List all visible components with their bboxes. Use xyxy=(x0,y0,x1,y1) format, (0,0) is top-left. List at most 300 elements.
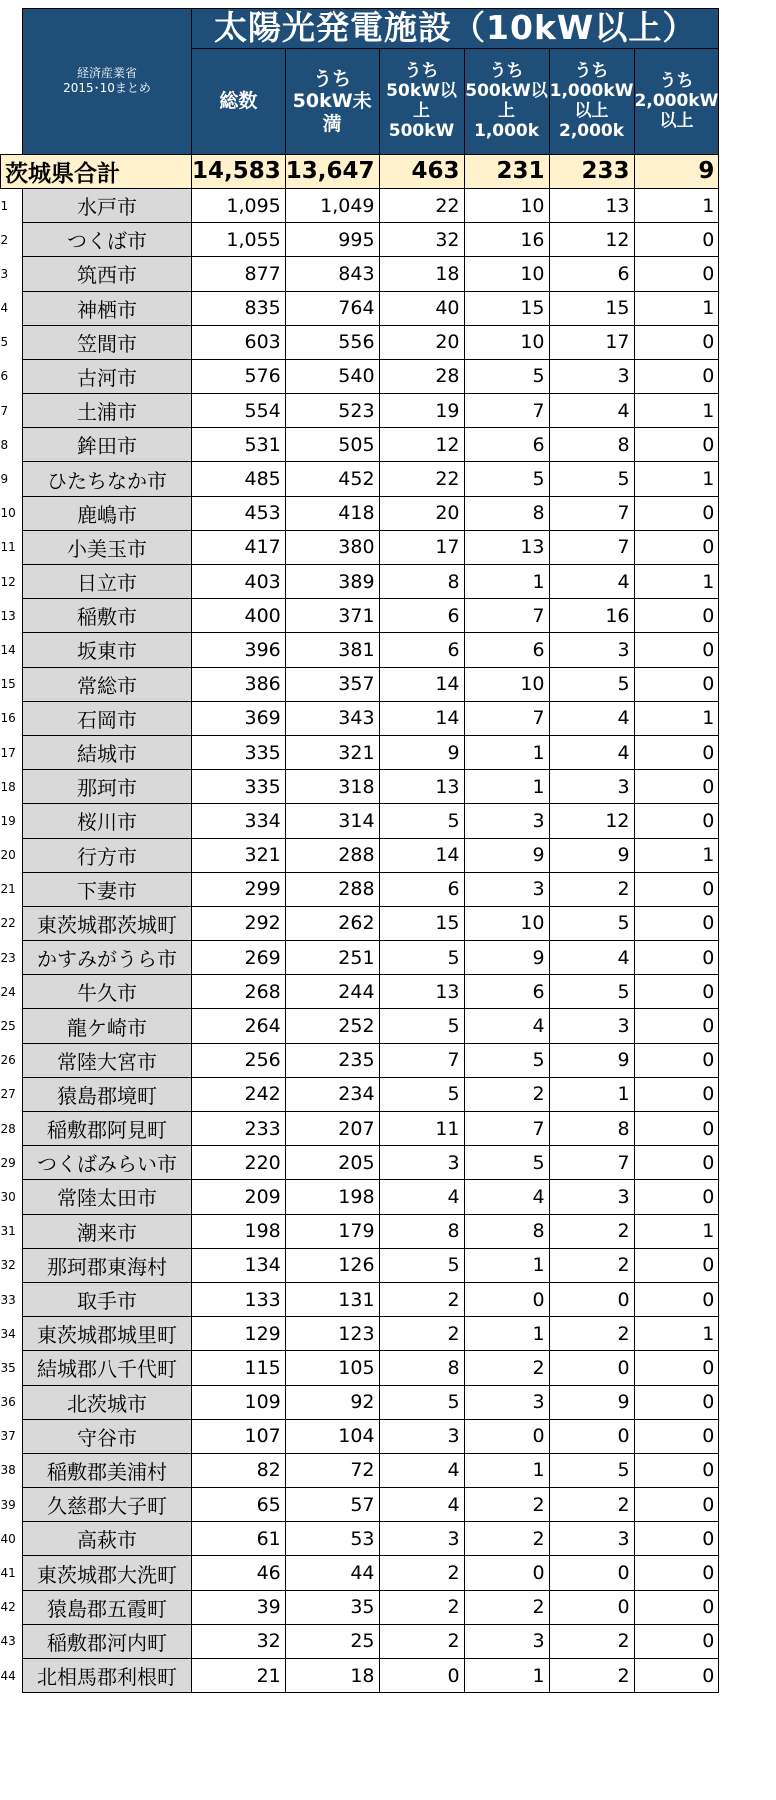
cell-value: 14 xyxy=(379,667,464,701)
total-value: 463 xyxy=(379,154,464,188)
cell-value: 8 xyxy=(464,1214,549,1248)
cell-value: 995 xyxy=(285,223,379,257)
municipality-name: 猿島郡五霞町 xyxy=(23,1590,192,1624)
cell-value: 1 xyxy=(634,188,719,222)
row-number: 23 xyxy=(1,941,23,975)
row-number: 9 xyxy=(1,462,23,496)
cell-value: 39 xyxy=(192,1590,286,1624)
cell-value: 2 xyxy=(379,1282,464,1316)
cell-value: 9 xyxy=(379,735,464,769)
cell-value: 0 xyxy=(634,941,719,975)
total-row xyxy=(1,154,719,188)
cell-value: 32 xyxy=(192,1624,286,1658)
table-row xyxy=(1,838,719,872)
cell-value: 0 xyxy=(549,1590,634,1624)
table-row xyxy=(1,565,719,599)
cell-value: 2 xyxy=(379,1590,464,1624)
cell-value: 2 xyxy=(464,1077,549,1111)
table-row xyxy=(1,1419,719,1453)
cell-value: 381 xyxy=(285,633,379,667)
cell-value: 0 xyxy=(634,1453,719,1487)
municipality-name: 牛久市 xyxy=(23,975,192,1009)
table-row xyxy=(1,1077,719,1111)
cell-value: 1 xyxy=(464,565,549,599)
cell-value: 5 xyxy=(549,667,634,701)
cell-value: 0 xyxy=(634,599,719,633)
table-row xyxy=(1,1453,719,1487)
cell-value: 1 xyxy=(634,838,719,872)
cell-value: 0 xyxy=(634,530,719,564)
cell-value: 8 xyxy=(379,1214,464,1248)
cell-value: 2 xyxy=(379,1317,464,1351)
cell-value: 61 xyxy=(192,1522,286,1556)
cell-value: 0 xyxy=(634,223,719,257)
cell-value: 252 xyxy=(285,1009,379,1043)
cell-value: 1 xyxy=(464,1659,549,1693)
cell-value: 4 xyxy=(379,1180,464,1214)
cell-value: 0 xyxy=(634,804,719,838)
table-row xyxy=(1,1590,719,1624)
row-number: 44 xyxy=(1,1659,23,1693)
cell-value: 0 xyxy=(634,1624,719,1658)
row-number: 42 xyxy=(1,1590,23,1624)
cell-value: 11 xyxy=(379,1112,464,1146)
cell-value: 65 xyxy=(192,1488,286,1522)
cell-value: 505 xyxy=(285,428,379,462)
table-row xyxy=(1,359,719,393)
cell-value: 0 xyxy=(634,906,719,940)
cell-value: 0 xyxy=(634,1112,719,1146)
table-row xyxy=(1,1282,719,1316)
cell-value: 321 xyxy=(285,735,379,769)
table-row xyxy=(1,1522,719,1556)
cell-value: 6 xyxy=(379,599,464,633)
cell-value: 2 xyxy=(464,1351,549,1385)
table-row xyxy=(1,975,719,1009)
cell-value: 5 xyxy=(379,1385,464,1419)
table-row xyxy=(1,1351,719,1385)
cell-value: 0 xyxy=(464,1282,549,1316)
cell-value: 292 xyxy=(192,906,286,940)
cell-value: 28 xyxy=(379,359,464,393)
row-number: 19 xyxy=(1,804,23,838)
cell-value: 4 xyxy=(464,1009,549,1043)
cell-value: 198 xyxy=(285,1180,379,1214)
table-row xyxy=(1,1009,719,1043)
municipality-name: つくば市 xyxy=(23,223,192,257)
cell-value: 0 xyxy=(634,1180,719,1214)
cell-value: 357 xyxy=(285,667,379,701)
cell-value: 3 xyxy=(464,804,549,838)
cell-value: 123 xyxy=(285,1317,379,1351)
row-number: 29 xyxy=(1,1146,23,1180)
cell-value: 5 xyxy=(464,462,549,496)
table-row xyxy=(1,1146,719,1180)
municipality-name: 稲敷市 xyxy=(23,599,192,633)
cell-value: 877 xyxy=(192,257,286,291)
table-row xyxy=(1,804,719,838)
column-header-4: うち 500kW以上 1,000k xyxy=(464,48,549,154)
table-row xyxy=(1,325,719,359)
table-row xyxy=(1,1043,719,1077)
row-number: 22 xyxy=(1,906,23,940)
cell-value: 251 xyxy=(285,941,379,975)
cell-value: 6 xyxy=(464,633,549,667)
row-number: 2 xyxy=(1,223,23,257)
cell-value: 417 xyxy=(192,530,286,564)
cell-value: 15 xyxy=(549,291,634,325)
cell-value: 20 xyxy=(379,325,464,359)
cell-value: 0 xyxy=(634,1282,719,1316)
cell-value: 0 xyxy=(634,257,719,291)
cell-value: 15 xyxy=(464,291,549,325)
municipality-name: 稲敷郡美浦村 xyxy=(23,1453,192,1487)
cell-value: 5 xyxy=(379,941,464,975)
cell-value: 369 xyxy=(192,701,286,735)
cell-value: 18 xyxy=(285,1659,379,1693)
cell-value: 16 xyxy=(549,599,634,633)
table-row xyxy=(1,530,719,564)
cell-value: 1 xyxy=(634,1317,719,1351)
cell-value: 1 xyxy=(464,1317,549,1351)
cell-value: 396 xyxy=(192,633,286,667)
cell-value: 0 xyxy=(634,1043,719,1077)
column-header-2: うち 50kW未満 xyxy=(285,48,379,154)
cell-value: 2 xyxy=(379,1624,464,1658)
cell-value: 3 xyxy=(379,1146,464,1180)
cell-value: 334 xyxy=(192,804,286,838)
cell-value: 17 xyxy=(379,530,464,564)
cell-value: 0 xyxy=(634,1009,719,1043)
cell-value: 16 xyxy=(464,223,549,257)
row-number: 33 xyxy=(1,1282,23,1316)
cell-value: 13 xyxy=(464,530,549,564)
total-label: 茨城県合計 xyxy=(1,154,192,188)
cell-value: 0 xyxy=(634,1248,719,1282)
municipality-name: 高萩市 xyxy=(23,1522,192,1556)
municipality-name: 東茨城郡茨城町 xyxy=(23,906,192,940)
cell-value: 8 xyxy=(464,496,549,530)
cell-value: 1 xyxy=(634,1214,719,1248)
column-header-6: うち 2,000kW以上 xyxy=(634,48,719,154)
cell-value: 20 xyxy=(379,496,464,530)
cell-value: 126 xyxy=(285,1248,379,1282)
municipality-name: 神栖市 xyxy=(23,291,192,325)
source-note-text: 経済産業省 2015･10まとめ xyxy=(63,65,151,96)
cell-value: 10 xyxy=(464,188,549,222)
cell-value: 234 xyxy=(285,1077,379,1111)
cell-value: 72 xyxy=(285,1453,379,1487)
cell-value: 3 xyxy=(549,770,634,804)
table-row xyxy=(1,667,719,701)
cell-value: 1 xyxy=(634,701,719,735)
cell-value: 5 xyxy=(464,1043,549,1077)
cell-value: 1 xyxy=(634,291,719,325)
cell-value: 0 xyxy=(464,1419,549,1453)
cell-value: 0 xyxy=(549,1282,634,1316)
row-number: 26 xyxy=(1,1043,23,1077)
cell-value: 0 xyxy=(634,975,719,1009)
cell-value: 8 xyxy=(549,1112,634,1146)
municipality-name: 日立市 xyxy=(23,565,192,599)
table-row xyxy=(1,1180,719,1214)
cell-value: 244 xyxy=(285,975,379,1009)
cell-value: 4 xyxy=(379,1488,464,1522)
cell-value: 5 xyxy=(379,804,464,838)
cell-value: 1,095 xyxy=(192,188,286,222)
municipality-name: 結城市 xyxy=(23,735,192,769)
cell-value: 14 xyxy=(379,838,464,872)
municipality-name: 北相馬郡利根町 xyxy=(23,1659,192,1693)
cell-value: 12 xyxy=(549,223,634,257)
cell-value: 389 xyxy=(285,565,379,599)
row-number: 28 xyxy=(1,1112,23,1146)
table-row xyxy=(1,1317,719,1351)
cell-value: 453 xyxy=(192,496,286,530)
cell-value: 13 xyxy=(379,770,464,804)
title-row xyxy=(1,9,719,49)
row-number: 10 xyxy=(1,496,23,530)
table-row xyxy=(1,770,719,804)
cell-value: 12 xyxy=(549,804,634,838)
cell-value: 2 xyxy=(549,1488,634,1522)
row-number: 4 xyxy=(1,291,23,325)
cell-value: 205 xyxy=(285,1146,379,1180)
cell-value: 0 xyxy=(634,1351,719,1385)
cell-value: 256 xyxy=(192,1043,286,1077)
table-row xyxy=(1,223,719,257)
table-body xyxy=(1,9,719,1693)
cell-value: 4 xyxy=(464,1180,549,1214)
corner-cell xyxy=(1,9,23,155)
cell-value: 5 xyxy=(379,1009,464,1043)
table-row xyxy=(1,1624,719,1658)
total-value: 13,647 xyxy=(285,154,379,188)
cell-value: 15 xyxy=(379,906,464,940)
municipality-name: 北茨城市 xyxy=(23,1385,192,1419)
total-value: 233 xyxy=(549,154,634,188)
cell-value: 5 xyxy=(379,1077,464,1111)
cell-value: 40 xyxy=(379,291,464,325)
table-row xyxy=(1,1248,719,1282)
source-note xyxy=(23,9,192,155)
cell-value: 179 xyxy=(285,1214,379,1248)
municipality-name: 石岡市 xyxy=(23,701,192,735)
municipality-name: 龍ケ崎市 xyxy=(23,1009,192,1043)
cell-value: 0 xyxy=(634,872,719,906)
table-row xyxy=(1,1659,719,1693)
cell-value: 134 xyxy=(192,1248,286,1282)
cell-value: 12 xyxy=(379,428,464,462)
cell-value: 3 xyxy=(379,1522,464,1556)
row-number: 8 xyxy=(1,428,23,462)
cell-value: 46 xyxy=(192,1556,286,1590)
cell-value: 133 xyxy=(192,1282,286,1316)
row-number: 3 xyxy=(1,257,23,291)
cell-value: 7 xyxy=(464,394,549,428)
cell-value: 1 xyxy=(464,770,549,804)
cell-value: 1,049 xyxy=(285,188,379,222)
table-row xyxy=(1,462,719,496)
cell-value: 1 xyxy=(464,1248,549,1282)
cell-value: 7 xyxy=(464,701,549,735)
table-row xyxy=(1,291,719,325)
column-header-5: うち 1,000kW以上 2,000k xyxy=(549,48,634,154)
cell-value: 25 xyxy=(285,1624,379,1658)
table-row xyxy=(1,1112,719,1146)
municipality-name: 守谷市 xyxy=(23,1419,192,1453)
cell-value: 5 xyxy=(464,1146,549,1180)
table-row xyxy=(1,1214,719,1248)
row-number: 38 xyxy=(1,1453,23,1487)
cell-value: 0 xyxy=(549,1351,634,1385)
cell-value: 452 xyxy=(285,462,379,496)
cell-value: 343 xyxy=(285,701,379,735)
cell-value: 0 xyxy=(634,1077,719,1111)
cell-value: 0 xyxy=(634,770,719,804)
table-row xyxy=(1,599,719,633)
cell-value: 9 xyxy=(549,1043,634,1077)
cell-value: 0 xyxy=(634,1556,719,1590)
municipality-name: 常陸太田市 xyxy=(23,1180,192,1214)
municipality-name: 那珂郡東海村 xyxy=(23,1248,192,1282)
cell-value: 0 xyxy=(634,1488,719,1522)
cell-value: 3 xyxy=(379,1419,464,1453)
cell-value: 242 xyxy=(192,1077,286,1111)
cell-value: 3 xyxy=(549,359,634,393)
cell-value: 314 xyxy=(285,804,379,838)
cell-value: 207 xyxy=(285,1112,379,1146)
municipality-name: 稲敷郡河内町 xyxy=(23,1624,192,1658)
cell-value: 10 xyxy=(464,906,549,940)
municipality-name: 東茨城郡大洗町 xyxy=(23,1556,192,1590)
table-row xyxy=(1,394,719,428)
cell-value: 19 xyxy=(379,394,464,428)
municipality-name: 常陸大宮市 xyxy=(23,1043,192,1077)
row-number: 34 xyxy=(1,1317,23,1351)
cell-value: 2 xyxy=(464,1488,549,1522)
cell-value: 131 xyxy=(285,1282,379,1316)
table-row xyxy=(1,1556,719,1590)
row-number: 35 xyxy=(1,1351,23,1385)
cell-value: 3 xyxy=(464,872,549,906)
cell-value: 3 xyxy=(549,1009,634,1043)
cell-value: 9 xyxy=(549,1385,634,1419)
cell-value: 485 xyxy=(192,462,286,496)
table-row xyxy=(1,906,719,940)
cell-value: 6 xyxy=(464,428,549,462)
cell-value: 264 xyxy=(192,1009,286,1043)
cell-value: 9 xyxy=(549,838,634,872)
table-row xyxy=(1,188,719,222)
row-number: 5 xyxy=(1,325,23,359)
cell-value: 1 xyxy=(464,735,549,769)
cell-value: 18 xyxy=(379,257,464,291)
total-value: 9 xyxy=(634,154,719,188)
municipality-name: 猿島郡境町 xyxy=(23,1077,192,1111)
cell-value: 0 xyxy=(549,1419,634,1453)
municipality-name: 那珂市 xyxy=(23,770,192,804)
cell-value: 2 xyxy=(549,1248,634,1282)
cell-value: 531 xyxy=(192,428,286,462)
cell-value: 2 xyxy=(549,872,634,906)
cell-value: 209 xyxy=(192,1180,286,1214)
cell-value: 9 xyxy=(464,838,549,872)
cell-value: 10 xyxy=(464,257,549,291)
cell-value: 0 xyxy=(634,359,719,393)
cell-value: 2 xyxy=(549,1659,634,1693)
row-number: 36 xyxy=(1,1385,23,1419)
cell-value: 7 xyxy=(464,599,549,633)
cell-value: 5 xyxy=(549,975,634,1009)
cell-value: 3 xyxy=(549,1180,634,1214)
cell-value: 5 xyxy=(549,462,634,496)
cell-value: 0 xyxy=(634,1385,719,1419)
cell-value: 268 xyxy=(192,975,286,1009)
table-row xyxy=(1,496,719,530)
row-number: 30 xyxy=(1,1180,23,1214)
row-number: 25 xyxy=(1,1009,23,1043)
cell-value: 4 xyxy=(549,735,634,769)
table-row xyxy=(1,428,719,462)
cell-value: 371 xyxy=(285,599,379,633)
municipality-name: 坂東市 xyxy=(23,633,192,667)
cell-value: 22 xyxy=(379,462,464,496)
cell-value: 7 xyxy=(379,1043,464,1077)
cell-value: 0 xyxy=(634,1590,719,1624)
cell-value: 556 xyxy=(285,325,379,359)
cell-value: 2 xyxy=(549,1214,634,1248)
cell-value: 32 xyxy=(379,223,464,257)
cell-value: 0 xyxy=(634,1146,719,1180)
row-number: 27 xyxy=(1,1077,23,1111)
municipality-name: かすみがうら市 xyxy=(23,941,192,975)
row-number: 11 xyxy=(1,530,23,564)
cell-value: 7 xyxy=(549,496,634,530)
cell-value: 540 xyxy=(285,359,379,393)
municipality-name: 取手市 xyxy=(23,1282,192,1316)
solar-facility-table xyxy=(0,8,719,1693)
cell-value: 262 xyxy=(285,906,379,940)
row-number: 37 xyxy=(1,1419,23,1453)
cell-value: 7 xyxy=(549,530,634,564)
cell-value: 299 xyxy=(192,872,286,906)
municipality-name: 潮来市 xyxy=(23,1214,192,1248)
cell-value: 10 xyxy=(464,325,549,359)
municipality-name: 久慈郡大子町 xyxy=(23,1488,192,1522)
cell-value: 92 xyxy=(285,1385,379,1419)
cell-value: 4 xyxy=(379,1453,464,1487)
table-row xyxy=(1,941,719,975)
cell-value: 21 xyxy=(192,1659,286,1693)
table-row xyxy=(1,257,719,291)
column-header-1: 総数 xyxy=(192,48,286,154)
cell-value: 8 xyxy=(379,1351,464,1385)
cell-value: 0 xyxy=(634,633,719,667)
cell-value: 5 xyxy=(379,1248,464,1282)
cell-value: 7 xyxy=(549,1146,634,1180)
cell-value: 104 xyxy=(285,1419,379,1453)
municipality-name: 東茨城郡城里町 xyxy=(23,1317,192,1351)
cell-value: 318 xyxy=(285,770,379,804)
total-value: 231 xyxy=(464,154,549,188)
cell-value: 6 xyxy=(379,872,464,906)
cell-value: 53 xyxy=(285,1522,379,1556)
cell-value: 0 xyxy=(634,1659,719,1693)
row-number: 12 xyxy=(1,565,23,599)
row-number: 24 xyxy=(1,975,23,1009)
cell-value: 4 xyxy=(549,701,634,735)
